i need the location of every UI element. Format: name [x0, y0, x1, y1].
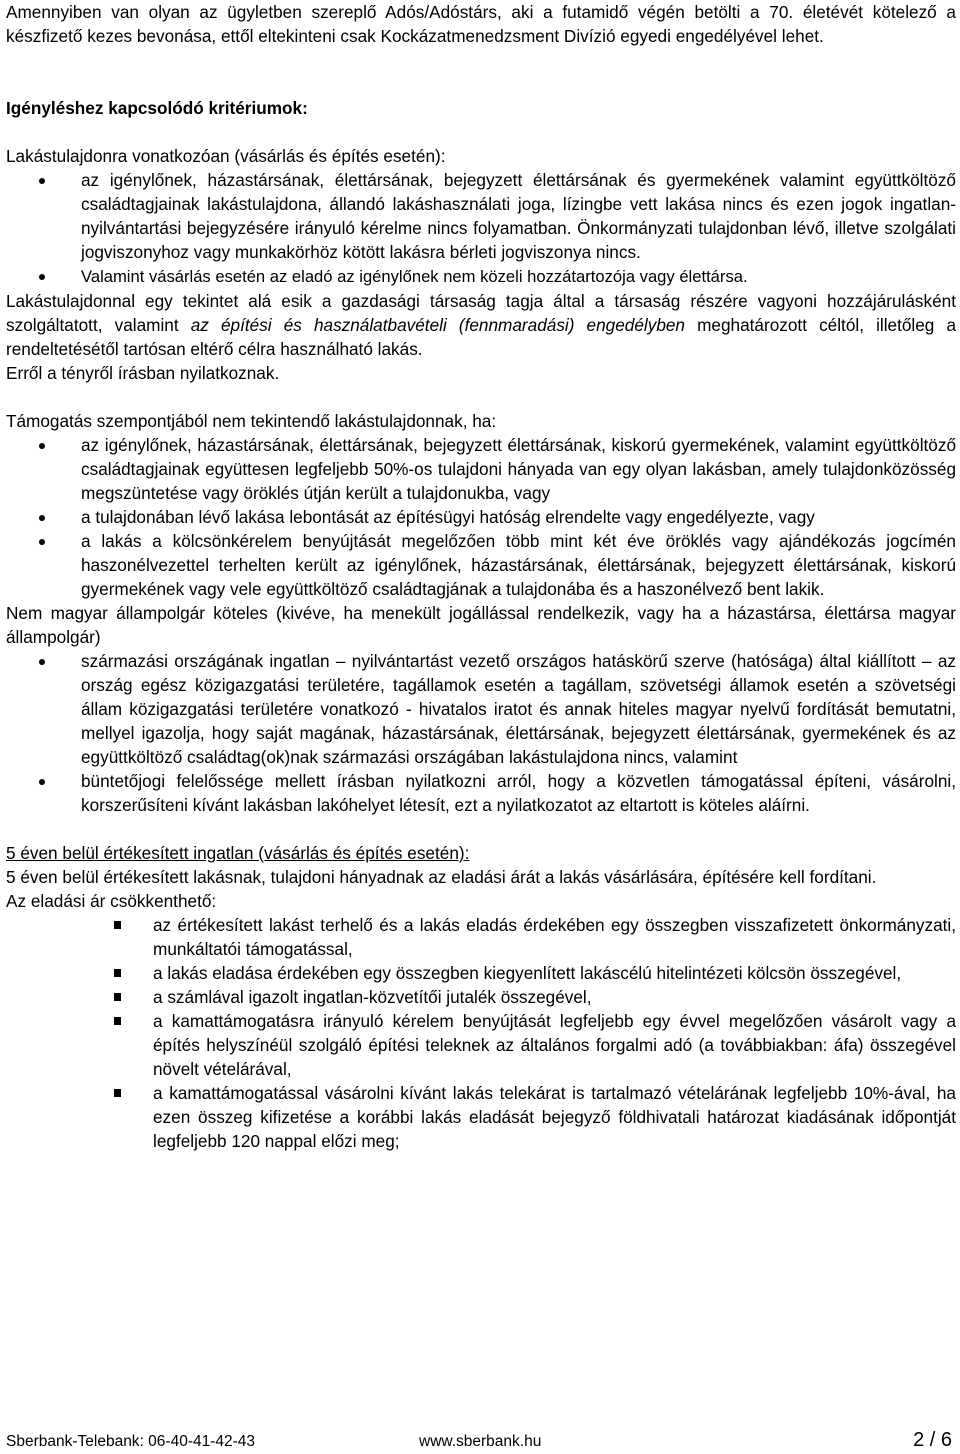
section1-paragraph: Lakástulajdonnal egy tekintet alá esik a gazdasági társaság tagja által a társaság részére vagyoni hozzájárulásként szolgáltatott, valamint az építési és használatbavételi (fennmaradási) engedélyben meghatározott céltól, illetőleg a rendeltetésétől tartósan eltérő célra használható lakás. [6, 291, 957, 359]
square-bullet-icon [114, 993, 121, 1001]
list-item: az igénylőnek, házastársának, élettársának, bejegyzett élettársának és gyermekének valamint együttköltöző családtagjainak lakástulajdona, állandó lakáshasználati joga, lízingbe vett lakása nincs és ezen jogok ingatlan-nyilvántartási bejegyzésére irányuló kérelme nincs folyamatban. Önkormányzati tulajdonban lévő, illetve szolgálati jogviszonyhoz vagy munkakörhöz kötött lakásra bérleti jogviszonya nincs. [6, 168, 956, 264]
intro-paragraph: Amennyiben van olyan az ügyletben szereplő Adós/Adóstárs, aki a futamidő végén betölti a 70. életévét kötelező a készfizető kezes bevonása, ettől eltekinteni csak Kockázatmenedzsment Divízió egyedi engedélyével lehet. [6, 2, 956, 46]
list-item: Valamint vásárlás esetén az eladó az igénylőnek nem közeli hozzátartozója vagy élettársa. [6, 264, 956, 289]
document-page [6, 0, 956, 1153]
section4-list [6, 913, 956, 1153]
section4-text: 5 éven belül értékesített lakásnak, tulajdoni hányadnak az eladási árát a lakás vásárlására, építésére kell fordítani. [6, 867, 877, 887]
section4-title: 5 éven belül értékesített ingatlan (vásárlás és építés esetén): [6, 843, 470, 863]
section1-list [6, 168, 956, 289]
section3-intro: Nem magyar állampolgár köteles (kivéve, ha menekült jogállással rendelkezik, vagy ha a házastársa, élettársa magyar állampolgár) [6, 603, 956, 647]
bullet-icon [39, 515, 45, 521]
list-item: a tulajdonában lévő lakása lebontását az építésügyi hatóság elrendelte vagy engedélyezte, vagy [6, 505, 956, 529]
square-bullet-icon [114, 1089, 121, 1097]
bullet-icon [39, 539, 45, 545]
section1-statement: Erről a tényről írásban nyilatkoznak. [6, 363, 280, 383]
bullet-icon [39, 659, 45, 665]
section2-list [6, 433, 956, 601]
bullet-icon [39, 274, 45, 280]
section2-title: Támogatás szempontjából nem tekintendő lakástulajdonnak, ha: [6, 411, 497, 431]
section1-title: Lakástulajdonra vonatkozóan (vásárlás és építés esetén): [6, 146, 446, 166]
list-item: a kamattámogatásra irányuló kérelem benyújtását legfeljebb egy évvel megelőzően vásárolt vagy a építés helyszínéül szolgáló építési teleknek az általános forgalmi adó (a továbbiakban: áfa) összegével növelt vételárával, [6, 1009, 956, 1081]
list-item: a lakás a kölcsönkérelem benyújtását megelőzően több mint két éve öröklés vagy ajándékozás jogcímén haszonélvezettel terhelten került az igénylőnek, házastársának, élettársának, bejegyzett élettársának, kiskorú gyermekének vagy vele együttköltöző családtagjának a tulajdonába és a haszonélvező bent lakik. [6, 529, 956, 601]
criteria-heading: Igényléshez kapcsolódó kritériumok: [6, 98, 308, 118]
list-item: a lakás eladása érdekében egy összegben kiegyenlített lakáscélú hitelintézeti kölcsön összegével, [6, 961, 956, 985]
list-item: az értékesített lakást terhelő és a lakás eladás érdekében egy összegben visszafizetett önkormányzati, munkáltatói támogatással, [6, 913, 956, 961]
list-item: származási országának ingatlan – nyilvántartást vezető országos hatáskörű szerve (hatósága) által kiállított – az ország egész közigazgatási területére, tagállamok esetén a tagállam, szövetségi államok esetén a szövetségi állam közigazgatási területére vonatkozó - hivatalos iratot és annak hiteles magyar nyelvű fordítását bemutatni, mellyel igazolja, hogy saját magának, házastársának, élettársának, bejegyzett élettársának, gyermekének és az együttköltöző családtag(ok)nak származási országában lakástulajdona nincs, valamint [6, 649, 956, 769]
list-item: büntetőjogi felelőssége mellett írásban nyilatkozni arról, hogy a közvetlen támogatással építeni, vásárolni, korszerűsíteni kívánt lakásban lakóhelyet létesít, ezt a nyilatkozatot az eltartott is köteles aláírni. [6, 769, 956, 817]
page-footer [6, 1430, 954, 1454]
bullet-icon [39, 178, 45, 184]
bullet-icon [39, 443, 45, 449]
square-bullet-icon [114, 969, 121, 977]
list-item: a számlával igazolt ingatlan-közvetítői jutalék összegével, [6, 985, 956, 1009]
square-bullet-icon [114, 921, 121, 929]
list-item: a kamattámogatással vásárolni kívánt lakás telekárat is tartalmazó vételárának legfeljebb 10%-ával, ha ezen összeg kifizetése a korábbi lakás eladását bejegyző földhivatali határozat kiadásának időpontját legfeljebb 120 nappal előzi meg; [6, 1081, 956, 1153]
footer-phone: Sberbank-Telebank: 06-40-41-42-43 [6, 1433, 256, 1450]
footer-website-link[interactable]: www.sberbank.hu [419, 1433, 542, 1450]
list-item: az igénylőnek, házastársának, élettársának, bejegyzett élettársának, kiskorú gyermekének, valamint együttköltöző családtagjainak együttesen legfeljebb 50%-os tulajdoni hányada van egy olyan lakásban, amely tulajdonközösség megszüntetése vagy öröklés útján került a tulajdonukba, vagy [6, 433, 956, 505]
square-bullet-icon [114, 1017, 121, 1025]
section4-reduce-title: Az eladási ár csökkenthető: [6, 891, 217, 911]
bullet-icon [39, 779, 45, 785]
section3-list [6, 649, 956, 817]
page-number: 2 / 6 [913, 1429, 952, 1451]
